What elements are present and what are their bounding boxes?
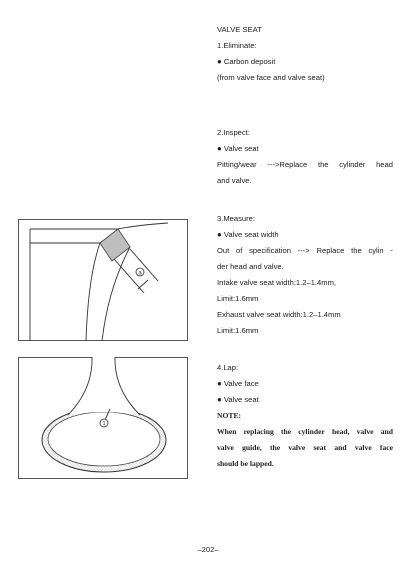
word: - xyxy=(390,246,393,255)
word: When xyxy=(217,427,237,436)
word: cylinder xyxy=(298,427,325,436)
word: --->Replace xyxy=(267,160,308,169)
word: ---> xyxy=(297,246,310,255)
intake-limit: Limit:1.6mm xyxy=(217,294,259,303)
word: and xyxy=(380,427,393,436)
step4-heading: 4.Lap: xyxy=(217,363,239,372)
word: valve xyxy=(288,443,306,452)
word: valve xyxy=(354,443,372,452)
word: replacing xyxy=(243,427,274,436)
word: Pitting/wear xyxy=(217,160,257,169)
step1-heading: 1.Eliminate: xyxy=(217,41,257,50)
note-line3: should be lapped. xyxy=(217,459,274,468)
word: valve xyxy=(217,443,234,452)
section-title: VALVE SEAT xyxy=(217,25,262,34)
word: of xyxy=(236,246,243,255)
callout-a: a xyxy=(138,270,142,277)
word: seat xyxy=(313,443,327,452)
step3-instruction-line2: der head and valve. xyxy=(217,262,284,271)
word: the xyxy=(317,160,329,169)
word: Replace xyxy=(316,246,345,255)
word: Out xyxy=(217,246,230,255)
step2-instruction-line1 xyxy=(217,160,393,170)
exhaust-valve-seat-width: Exhaust valve seat width:1.2–1.4mm xyxy=(217,310,341,319)
word: the xyxy=(269,443,281,452)
step2-instruction-line2: and valve. xyxy=(217,176,252,185)
valve-seat-width-figure xyxy=(18,219,188,341)
step1-note: (from valve face and valve seat) xyxy=(217,73,325,82)
word: head xyxy=(376,160,393,169)
word: guide, xyxy=(242,443,262,452)
word: the xyxy=(351,246,362,255)
word: head, xyxy=(331,427,350,436)
word: face xyxy=(379,443,393,452)
step4-item-valve-face: ● Valve face xyxy=(217,379,259,389)
word: specification xyxy=(249,246,291,255)
step2-item: ● Valve seat xyxy=(217,144,259,154)
word: the xyxy=(280,427,292,436)
word: cylin xyxy=(368,246,384,255)
note-line2 xyxy=(217,443,393,453)
note-label: NOTE: xyxy=(217,411,242,420)
step3-heading: 3.Measure: xyxy=(217,214,255,223)
word: cylinder xyxy=(339,160,366,169)
step3-instruction-line1 xyxy=(217,246,393,256)
step4-item-valve-seat: ● Valve seat xyxy=(217,395,259,405)
step1-item: ● Carbon deposit xyxy=(217,57,275,67)
step2-heading: 2.Inspect: xyxy=(217,128,250,137)
intake-valve-seat-width: Intake valve seat width:1.2–1.4mm, xyxy=(217,278,337,287)
word: valve xyxy=(356,427,374,436)
word: and xyxy=(334,443,347,452)
exhaust-limit: Limit:1.6mm xyxy=(217,326,259,335)
valve-lapping-figure xyxy=(18,357,188,479)
note-line1 xyxy=(217,427,393,437)
page-number: –202– xyxy=(197,545,219,554)
step3-item: ● Valve seat width xyxy=(217,230,279,240)
callout-1: 1 xyxy=(102,421,106,428)
